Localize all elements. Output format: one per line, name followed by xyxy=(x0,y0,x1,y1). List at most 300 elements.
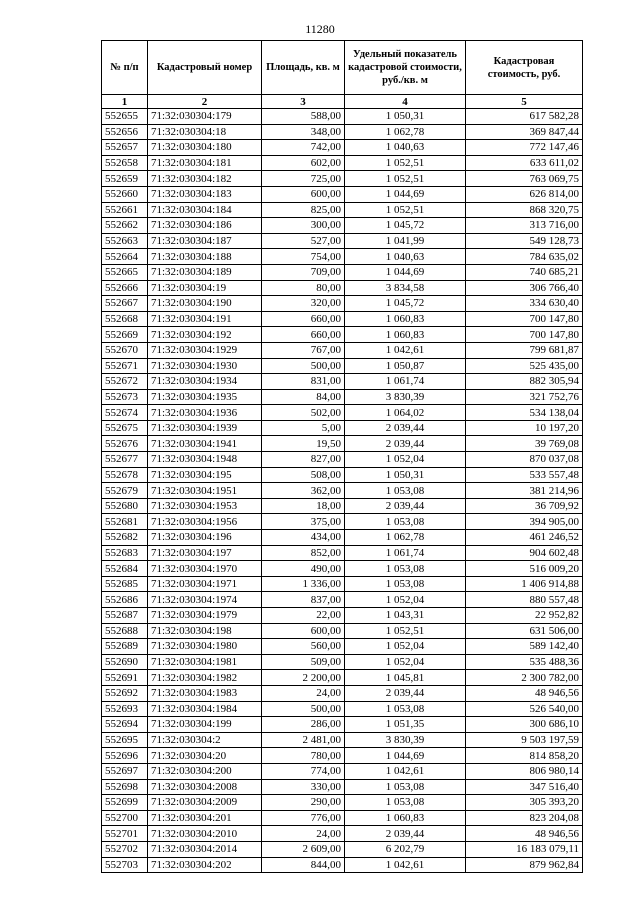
table-row xyxy=(102,717,583,733)
cadastral-number-cell: 71:32:030304:1983 xyxy=(148,685,262,701)
area-cell: 80,00 xyxy=(262,280,345,296)
row-number-cell: 552702 xyxy=(102,841,148,857)
cadastral-value-cell: 806 980,14 xyxy=(466,763,583,779)
area-cell: 774,00 xyxy=(262,763,345,779)
unit-value-cell: 1 042,61 xyxy=(345,763,466,779)
cadastral-number-cell: 71:32:030304:192 xyxy=(148,327,262,343)
table-row xyxy=(102,608,583,624)
cadastral-value-cell: 16 183 079,11 xyxy=(466,841,583,857)
cadastral-number-cell: 71:32:030304:202 xyxy=(148,857,262,873)
header-area: Площадь, кв. м xyxy=(262,41,345,95)
table-row xyxy=(102,202,583,218)
cadastral-number-cell: 71:32:030304:184 xyxy=(148,202,262,218)
row-number-cell: 552680 xyxy=(102,498,148,514)
table-row xyxy=(102,171,583,187)
area-cell: 660,00 xyxy=(262,311,345,327)
area-cell: 502,00 xyxy=(262,405,345,421)
cadastral-number-cell: 71:32:030304:2009 xyxy=(148,795,262,811)
unit-value-cell: 1 052,51 xyxy=(345,155,466,171)
table-row xyxy=(102,327,583,343)
area-cell: 600,00 xyxy=(262,186,345,202)
table-row xyxy=(102,795,583,811)
unit-value-cell: 1 060,83 xyxy=(345,810,466,826)
unit-value-cell: 1 053,08 xyxy=(345,779,466,795)
area-cell: 5,00 xyxy=(262,420,345,436)
cadastral-number-cell: 71:32:030304:2 xyxy=(148,732,262,748)
cadastral-value-cell: 313 716,00 xyxy=(466,218,583,234)
area-cell: 844,00 xyxy=(262,857,345,873)
cadastral-number-cell: 71:32:030304:1982 xyxy=(148,670,262,686)
row-number-cell: 552674 xyxy=(102,405,148,421)
cadastral-number-cell: 71:32:030304:197 xyxy=(148,545,262,561)
row-number-cell: 552685 xyxy=(102,576,148,592)
cadastral-number-cell: 71:32:030304:1930 xyxy=(148,358,262,374)
unit-value-cell: 1 053,08 xyxy=(345,795,466,811)
unit-value-cell: 1 044,69 xyxy=(345,748,466,764)
cadastral-number-cell: 71:32:030304:1953 xyxy=(148,498,262,514)
cadastral-value-cell: 799 681,87 xyxy=(466,342,583,358)
table-row xyxy=(102,249,583,265)
table-row xyxy=(102,857,583,873)
unit-value-cell: 1 052,51 xyxy=(345,623,466,639)
unit-value-cell: 1 044,69 xyxy=(345,186,466,202)
unit-value-cell: 1 052,04 xyxy=(345,654,466,670)
cadastral-value-cell: 369 847,44 xyxy=(466,124,583,140)
cadastral-number-cell: 71:32:030304:1948 xyxy=(148,452,262,468)
table-row xyxy=(102,264,583,280)
area-cell: 22,00 xyxy=(262,608,345,624)
area-cell: 725,00 xyxy=(262,171,345,187)
cadastral-number-cell: 71:32:030304:182 xyxy=(148,171,262,187)
table-row xyxy=(102,233,583,249)
cadastral-value-cell: 394 905,00 xyxy=(466,514,583,530)
row-number-cell: 552664 xyxy=(102,249,148,265)
table-row xyxy=(102,763,583,779)
unit-value-cell: 3 830,39 xyxy=(345,732,466,748)
table-row xyxy=(102,545,583,561)
cadastral-number-cell: 71:32:030304:19 xyxy=(148,280,262,296)
unit-value-cell: 1 052,04 xyxy=(345,592,466,608)
area-cell: 18,00 xyxy=(262,498,345,514)
column-number: 5 xyxy=(466,95,583,109)
cadastral-number-cell: 71:32:030304:195 xyxy=(148,467,262,483)
table-row xyxy=(102,670,583,686)
row-number-cell: 552675 xyxy=(102,420,148,436)
area-cell: 24,00 xyxy=(262,826,345,842)
cadastral-number-cell: 71:32:030304:191 xyxy=(148,311,262,327)
cadastral-number-cell: 71:32:030304:1979 xyxy=(148,608,262,624)
unit-value-cell: 1 040,63 xyxy=(345,249,466,265)
cadastral-number-cell: 71:32:030304:1941 xyxy=(148,436,262,452)
row-number-cell: 552665 xyxy=(102,264,148,280)
header-cadastral-value: Кадастровая стоимость, руб. xyxy=(466,41,583,95)
row-number-cell: 552695 xyxy=(102,732,148,748)
row-number-cell: 552655 xyxy=(102,109,148,125)
row-number-cell: 552683 xyxy=(102,545,148,561)
unit-value-cell: 1 052,51 xyxy=(345,202,466,218)
cadastral-value-cell: 879 962,84 xyxy=(466,857,583,873)
table-row xyxy=(102,732,583,748)
unit-value-cell: 3 834,58 xyxy=(345,280,466,296)
cadastral-number-cell: 71:32:030304:200 xyxy=(148,763,262,779)
row-number-cell: 552659 xyxy=(102,171,148,187)
area-cell: 709,00 xyxy=(262,264,345,280)
area-cell: 2 200,00 xyxy=(262,670,345,686)
unit-value-cell: 1 052,04 xyxy=(345,639,466,655)
table-row xyxy=(102,452,583,468)
cadastral-value-cell: 533 557,48 xyxy=(466,467,583,483)
cadastral-value-cell: 347 516,40 xyxy=(466,779,583,795)
area-cell: 362,00 xyxy=(262,483,345,499)
cadastral-number-cell: 71:32:030304:1980 xyxy=(148,639,262,655)
area-cell: 19,50 xyxy=(262,436,345,452)
table-row xyxy=(102,280,583,296)
row-number-cell: 552687 xyxy=(102,608,148,624)
area-cell: 434,00 xyxy=(262,530,345,546)
cadastral-value-cell: 617 582,28 xyxy=(466,109,583,125)
cadastral-number-cell: 71:32:030304:196 xyxy=(148,530,262,546)
cadastral-value-cell: 633 611,02 xyxy=(466,155,583,171)
cadastral-number-cell: 71:32:030304:20 xyxy=(148,748,262,764)
area-cell: 852,00 xyxy=(262,545,345,561)
unit-value-cell: 1 053,08 xyxy=(345,561,466,577)
row-number-cell: 552668 xyxy=(102,311,148,327)
row-number-cell: 552671 xyxy=(102,358,148,374)
area-cell: 300,00 xyxy=(262,218,345,234)
unit-value-cell: 1 043,31 xyxy=(345,608,466,624)
row-number-cell: 552696 xyxy=(102,748,148,764)
row-number-cell: 552657 xyxy=(102,140,148,156)
row-number-cell: 552693 xyxy=(102,701,148,717)
column-number: 2 xyxy=(148,95,262,109)
table-row xyxy=(102,155,583,171)
unit-value-cell: 1 052,51 xyxy=(345,171,466,187)
cadastral-number-cell: 71:32:030304:1974 xyxy=(148,592,262,608)
unit-value-cell: 3 830,39 xyxy=(345,389,466,405)
area-cell: 780,00 xyxy=(262,748,345,764)
table-row xyxy=(102,576,583,592)
row-number-cell: 552679 xyxy=(102,483,148,499)
area-cell: 600,00 xyxy=(262,623,345,639)
table-row xyxy=(102,186,583,202)
cadastral-number-cell: 71:32:030304:189 xyxy=(148,264,262,280)
row-number-cell: 552660 xyxy=(102,186,148,202)
row-number-cell: 552691 xyxy=(102,670,148,686)
row-number-cell: 552694 xyxy=(102,717,148,733)
cadastral-value-cell: 882 305,94 xyxy=(466,374,583,390)
area-cell: 330,00 xyxy=(262,779,345,795)
area-cell: 1 336,00 xyxy=(262,576,345,592)
header-cadastral-number: Кадастровый номер xyxy=(148,41,262,95)
cadastral-value-cell: 626 814,00 xyxy=(466,186,583,202)
area-cell: 348,00 xyxy=(262,124,345,140)
unit-value-cell: 1 050,31 xyxy=(345,467,466,483)
row-number-cell: 552678 xyxy=(102,467,148,483)
area-cell: 825,00 xyxy=(262,202,345,218)
table-row xyxy=(102,374,583,390)
cadastral-number-cell: 71:32:030304:180 xyxy=(148,140,262,156)
row-number-cell: 552673 xyxy=(102,389,148,405)
cadastral-value-cell: 880 557,48 xyxy=(466,592,583,608)
cadastral-value-cell: 535 488,36 xyxy=(466,654,583,670)
table-row xyxy=(102,639,583,655)
area-cell: 500,00 xyxy=(262,701,345,717)
table-row xyxy=(102,701,583,717)
cadastral-number-cell: 71:32:030304:201 xyxy=(148,810,262,826)
row-number-cell: 552661 xyxy=(102,202,148,218)
table-row xyxy=(102,623,583,639)
column-number: 4 xyxy=(345,95,466,109)
table-row xyxy=(102,592,583,608)
cadastral-number-cell: 71:32:030304:1956 xyxy=(148,514,262,530)
unit-value-cell: 1 060,83 xyxy=(345,311,466,327)
area-cell: 827,00 xyxy=(262,452,345,468)
area-cell: 375,00 xyxy=(262,514,345,530)
table-row xyxy=(102,389,583,405)
cadastral-value-cell: 526 540,00 xyxy=(466,701,583,717)
cadastral-value-cell: 870 037,08 xyxy=(466,452,583,468)
row-number-cell: 552670 xyxy=(102,342,148,358)
unit-value-cell: 1 053,08 xyxy=(345,514,466,530)
unit-value-cell: 6 202,79 xyxy=(345,841,466,857)
table-row xyxy=(102,810,583,826)
area-cell: 84,00 xyxy=(262,389,345,405)
row-number-cell: 552688 xyxy=(102,623,148,639)
cadastral-number-cell: 71:32:030304:186 xyxy=(148,218,262,234)
table-row xyxy=(102,342,583,358)
cadastral-number-cell: 71:32:030304:2010 xyxy=(148,826,262,842)
table-row xyxy=(102,654,583,670)
row-number-cell: 552666 xyxy=(102,280,148,296)
table-row xyxy=(102,358,583,374)
cadastral-value-cell: 9 503 197,59 xyxy=(466,732,583,748)
cadastral-value-cell: 305 393,20 xyxy=(466,795,583,811)
unit-value-cell: 2 039,44 xyxy=(345,436,466,452)
table-row xyxy=(102,748,583,764)
cadastral-number-cell: 71:32:030304:1970 xyxy=(148,561,262,577)
row-number-cell: 552692 xyxy=(102,685,148,701)
unit-value-cell: 2 039,44 xyxy=(345,420,466,436)
column-number-row xyxy=(102,95,583,109)
cadastral-number-cell: 71:32:030304:1951 xyxy=(148,483,262,499)
cadastral-value-cell: 525 435,00 xyxy=(466,358,583,374)
area-cell: 776,00 xyxy=(262,810,345,826)
row-number-cell: 552667 xyxy=(102,296,148,312)
unit-value-cell: 1 041,99 xyxy=(345,233,466,249)
row-number-cell: 552699 xyxy=(102,795,148,811)
row-number-cell: 552672 xyxy=(102,374,148,390)
unit-value-cell: 1 050,31 xyxy=(345,109,466,125)
cadastral-value-cell: 2 300 782,00 xyxy=(466,670,583,686)
unit-value-cell: 1 064,02 xyxy=(345,405,466,421)
cadastral-value-cell: 516 009,20 xyxy=(466,561,583,577)
cadastral-number-cell: 71:32:030304:181 xyxy=(148,155,262,171)
area-cell: 837,00 xyxy=(262,592,345,608)
cadastral-number-cell: 71:32:030304:1936 xyxy=(148,405,262,421)
unit-value-cell: 1 045,72 xyxy=(345,218,466,234)
row-number-cell: 552697 xyxy=(102,763,148,779)
table-row xyxy=(102,779,583,795)
table-row xyxy=(102,420,583,436)
row-number-cell: 552677 xyxy=(102,452,148,468)
table-row xyxy=(102,218,583,234)
unit-value-cell: 1 053,08 xyxy=(345,483,466,499)
area-cell: 24,00 xyxy=(262,685,345,701)
unit-value-cell: 2 039,44 xyxy=(345,498,466,514)
cadastral-value-cell: 306 766,40 xyxy=(466,280,583,296)
row-number-cell: 552700 xyxy=(102,810,148,826)
table-row xyxy=(102,514,583,530)
row-number-cell: 552690 xyxy=(102,654,148,670)
row-number-cell: 552703 xyxy=(102,857,148,873)
table-row xyxy=(102,140,583,156)
area-cell: 831,00 xyxy=(262,374,345,390)
cadastral-number-cell: 71:32:030304:1935 xyxy=(148,389,262,405)
unit-value-cell: 1 060,83 xyxy=(345,327,466,343)
table-row xyxy=(102,826,583,842)
table-row xyxy=(102,685,583,701)
cadastral-number-cell: 71:32:030304:1984 xyxy=(148,701,262,717)
cadastral-value-cell: 814 858,20 xyxy=(466,748,583,764)
area-cell: 490,00 xyxy=(262,561,345,577)
cadastral-value-cell: 763 069,75 xyxy=(466,171,583,187)
cadastral-value-cell: 10 197,20 xyxy=(466,420,583,436)
area-cell: 560,00 xyxy=(262,639,345,655)
table-row xyxy=(102,109,583,125)
header-unit-value: Удельный показатель кадастровой стоимости, руб./кв. м xyxy=(345,41,466,95)
row-number-cell: 552686 xyxy=(102,592,148,608)
unit-value-cell: 2 039,44 xyxy=(345,826,466,842)
row-number-cell: 552684 xyxy=(102,561,148,577)
row-number-cell: 552698 xyxy=(102,779,148,795)
page-number: 11280 xyxy=(305,22,335,36)
row-number-cell: 552682 xyxy=(102,530,148,546)
area-cell: 602,00 xyxy=(262,155,345,171)
table-row xyxy=(102,311,583,327)
unit-value-cell: 1 053,08 xyxy=(345,701,466,717)
unit-value-cell: 1 061,74 xyxy=(345,545,466,561)
area-cell: 660,00 xyxy=(262,327,345,343)
cadastral-value-cell: 22 952,82 xyxy=(466,608,583,624)
table-row xyxy=(102,483,583,499)
row-number-cell: 552681 xyxy=(102,514,148,530)
cadastral-value-cell: 904 602,48 xyxy=(466,545,583,561)
table-row xyxy=(102,124,583,140)
cadastral-number-cell: 71:32:030304:187 xyxy=(148,233,262,249)
unit-value-cell: 1 062,78 xyxy=(345,530,466,546)
table-row xyxy=(102,498,583,514)
row-number-cell: 552662 xyxy=(102,218,148,234)
cadastral-number-cell: 71:32:030304:179 xyxy=(148,109,262,125)
row-number-cell: 552658 xyxy=(102,155,148,171)
area-cell: 588,00 xyxy=(262,109,345,125)
cadastral-value-cell: 334 630,40 xyxy=(466,296,583,312)
row-number-cell: 552689 xyxy=(102,639,148,655)
cadastral-value-cell: 868 320,75 xyxy=(466,202,583,218)
cadastral-value-cell: 589 142,40 xyxy=(466,639,583,655)
cadastral-value-cell: 823 204,08 xyxy=(466,810,583,826)
cadastral-number-cell: 71:32:030304:1934 xyxy=(148,374,262,390)
table-row xyxy=(102,467,583,483)
header-row xyxy=(102,41,583,95)
unit-value-cell: 1 061,74 xyxy=(345,374,466,390)
cadastral-number-cell: 71:32:030304:188 xyxy=(148,249,262,265)
table-row xyxy=(102,530,583,546)
area-cell: 500,00 xyxy=(262,358,345,374)
cadastral-value-table xyxy=(101,40,583,873)
unit-value-cell: 1 062,78 xyxy=(345,124,466,140)
cadastral-number-cell: 71:32:030304:1971 xyxy=(148,576,262,592)
cadastral-value-cell: 549 128,73 xyxy=(466,233,583,249)
row-number-cell: 552669 xyxy=(102,327,148,343)
column-number: 3 xyxy=(262,95,345,109)
area-cell: 509,00 xyxy=(262,654,345,670)
unit-value-cell: 1 045,81 xyxy=(345,670,466,686)
cadastral-number-cell: 71:32:030304:2014 xyxy=(148,841,262,857)
area-cell: 2 609,00 xyxy=(262,841,345,857)
table-body xyxy=(102,109,583,873)
table-row xyxy=(102,561,583,577)
row-number-cell: 552663 xyxy=(102,233,148,249)
cadastral-value-cell: 300 686,10 xyxy=(466,717,583,733)
area-cell: 754,00 xyxy=(262,249,345,265)
cadastral-value-cell: 48 946,56 xyxy=(466,685,583,701)
area-cell: 290,00 xyxy=(262,795,345,811)
table-row xyxy=(102,405,583,421)
area-cell: 767,00 xyxy=(262,342,345,358)
unit-value-cell: 1 052,04 xyxy=(345,452,466,468)
unit-value-cell: 2 039,44 xyxy=(345,685,466,701)
cadastral-value-cell: 48 946,56 xyxy=(466,826,583,842)
cadastral-value-cell: 700 147,80 xyxy=(466,311,583,327)
column-number: 1 xyxy=(102,95,148,109)
area-cell: 527,00 xyxy=(262,233,345,249)
area-cell: 508,00 xyxy=(262,467,345,483)
cadastral-value-cell: 740 685,21 xyxy=(466,264,583,280)
cadastral-value-cell: 1 406 914,88 xyxy=(466,576,583,592)
table-row xyxy=(102,436,583,452)
cadastral-number-cell: 71:32:030304:1929 xyxy=(148,342,262,358)
table-header xyxy=(102,41,583,109)
unit-value-cell: 1 044,69 xyxy=(345,264,466,280)
header-row-number: № п/п xyxy=(102,41,148,95)
cadastral-value-cell: 631 506,00 xyxy=(466,623,583,639)
unit-value-cell: 1 053,08 xyxy=(345,576,466,592)
cadastral-value-cell: 784 635,02 xyxy=(466,249,583,265)
area-cell: 286,00 xyxy=(262,717,345,733)
cadastral-value-cell: 381 214,96 xyxy=(466,483,583,499)
cadastral-number-cell: 71:32:030304:2008 xyxy=(148,779,262,795)
cadastral-number-cell: 71:32:030304:183 xyxy=(148,186,262,202)
unit-value-cell: 1 040,63 xyxy=(345,140,466,156)
cadastral-value-cell: 461 246,52 xyxy=(466,530,583,546)
cadastral-value-cell: 39 769,08 xyxy=(466,436,583,452)
cadastral-number-cell: 71:32:030304:190 xyxy=(148,296,262,312)
cadastral-number-cell: 71:32:030304:1939 xyxy=(148,420,262,436)
area-cell: 742,00 xyxy=(262,140,345,156)
area-cell: 320,00 xyxy=(262,296,345,312)
cadastral-number-cell: 71:32:030304:199 xyxy=(148,717,262,733)
cadastral-number-cell: 71:32:030304:18 xyxy=(148,124,262,140)
cadastral-value-cell: 700 147,80 xyxy=(466,327,583,343)
unit-value-cell: 1 050,87 xyxy=(345,358,466,374)
unit-value-cell: 1 051,35 xyxy=(345,717,466,733)
table-row xyxy=(102,296,583,312)
area-cell: 2 481,00 xyxy=(262,732,345,748)
row-number-cell: 552676 xyxy=(102,436,148,452)
cadastral-value-cell: 321 752,76 xyxy=(466,389,583,405)
table-row xyxy=(102,841,583,857)
